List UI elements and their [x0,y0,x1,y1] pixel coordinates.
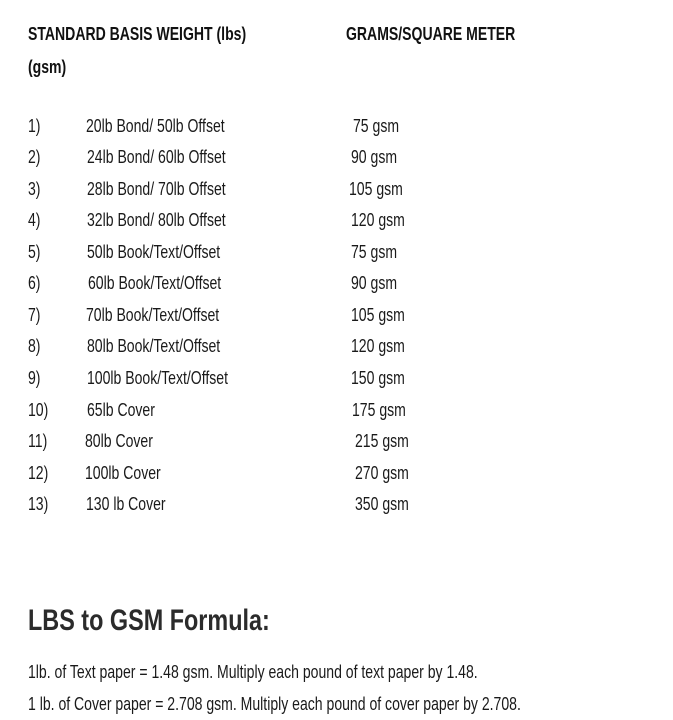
paper-weight: 130 lb Cover [86,494,166,514]
formula-cover-paper-text: 1 lb. of Cover paper = 2.708 gsm. Multiply each pound of cover paper by 2.708. [28,694,521,714]
paper-weight: 70lb Book/Text/Offset [86,305,220,325]
row-number: 5) [28,242,41,262]
row-number: 2) [28,147,41,167]
table-row [0,461,673,485]
formula-cover-paper [28,692,660,716]
gsm-value: 90 gsm [351,147,398,167]
column-header-basis-weight [28,23,308,45]
row-number: 10) [28,400,49,420]
formula-text-paper [28,660,605,684]
paper-weight: 80lb Book/Text/Offset [87,336,221,356]
gsm-value: 75 gsm [351,242,398,262]
paper-weight: 100lb Cover [85,463,161,483]
formula-text-paper-text: 1lb. of Text paper = 1.48 gsm. Multiply each pound of text paper by 1.48. [28,662,478,682]
gsm-value: 120 gsm [351,336,405,356]
table-row [0,366,673,390]
table-row [0,208,673,232]
table-row [0,240,673,264]
paper-weight: 24lb Bond/ 60lb Offset [87,147,226,167]
gsm-value: 105 gsm [349,179,403,199]
gsm-value: 90 gsm [351,273,398,293]
paper-weight: 65lb Cover [87,400,155,420]
paper-weight: 20lb Bond/ 50lb Offset [86,116,225,136]
row-number: 13) [28,494,49,514]
formula-heading [28,603,338,639]
column-header-gsm-unit [28,56,77,78]
gsm-value: 150 gsm [351,368,405,388]
paper-weight: 32lb Bond/ 80lb Offset [87,210,226,230]
gsm-value: 105 gsm [351,305,405,325]
gsm-value: 215 gsm [355,431,409,451]
row-number: 8) [28,336,41,356]
table-row [0,303,673,327]
gsm-value: 175 gsm [352,400,406,420]
row-number: 6) [28,273,41,293]
column-header-gsm-unit-text: (gsm) [28,57,67,77]
table-row [0,429,673,453]
row-number: 1) [28,116,41,136]
row-number: 9) [28,368,41,388]
table-row [0,177,673,201]
table-row [0,334,673,358]
row-number: 4) [28,210,41,230]
table-row [0,145,673,169]
paper-weight: 80lb Cover [85,431,153,451]
paper-weight: 28lb Bond/ 70lb Offset [87,179,226,199]
column-header-gsm-text: GRAMS/SQUARE METER [346,24,516,44]
row-number: 12) [28,463,49,483]
row-number: 7) [28,305,41,325]
paper-weight: 100lb Book/Text/Offset [87,368,229,388]
gsm-value: 350 gsm [355,494,409,514]
paper-weight: 50lb Book/Text/Offset [87,242,221,262]
gsm-value: 75 gsm [353,116,400,136]
table-row [0,398,673,422]
gsm-value: 120 gsm [351,210,405,230]
table-row [0,271,673,295]
column-header-basis-weight-text: STANDARD BASIS WEIGHT (lbs) [28,24,247,44]
gsm-value: 270 gsm [355,463,409,483]
column-header-gsm [346,23,563,45]
table-row [0,114,673,138]
row-number: 11) [28,431,48,451]
table-row [0,492,673,516]
paper-weight: 60lb Book/Text/Offset [88,273,222,293]
formula-heading-text: LBS to GSM Formula: [28,604,270,637]
row-number: 3) [28,179,41,199]
